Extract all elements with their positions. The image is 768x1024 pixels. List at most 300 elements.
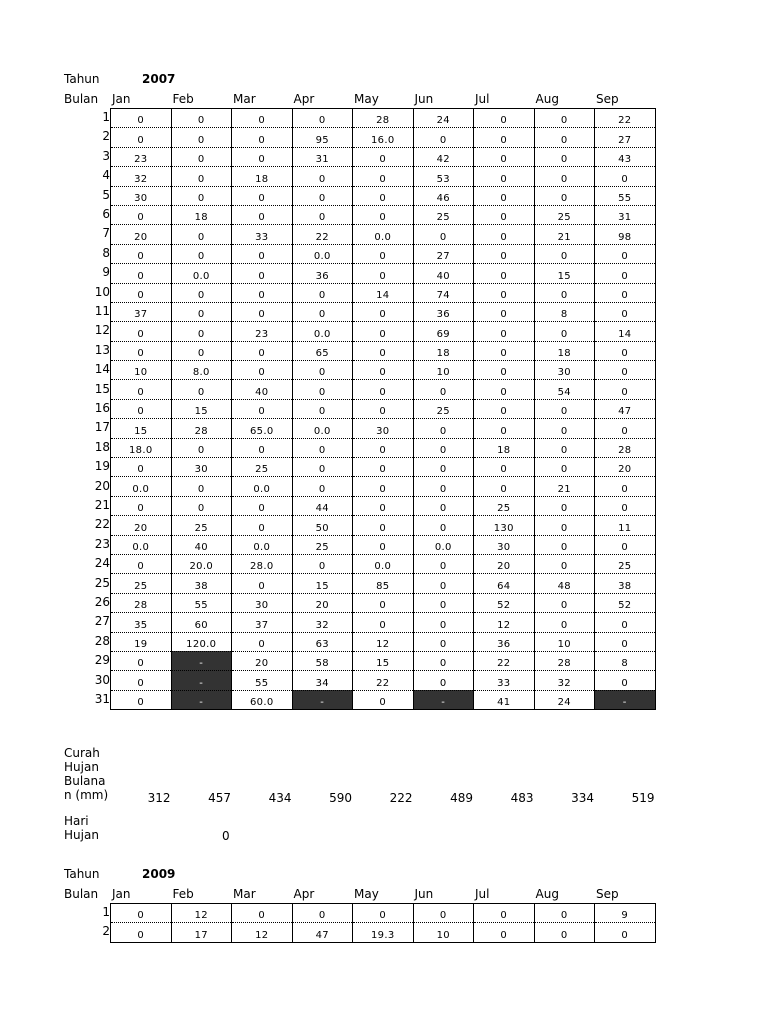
table-cell: 11 (595, 516, 656, 535)
rainfall-table-2007 (110, 108, 656, 710)
table-cell: 0 (534, 399, 595, 418)
table-row (111, 225, 656, 244)
table-cell: 0 (111, 244, 172, 263)
table-row (111, 147, 656, 166)
table-cell: 0 (595, 283, 656, 302)
table-cell: 37 (232, 613, 293, 632)
table-cell: 20 (111, 516, 172, 535)
table-cell: 0.0 (292, 244, 353, 263)
table-cell: 34 (292, 671, 353, 690)
day-number: 29 (94, 653, 110, 668)
table-cell: 0 (595, 613, 656, 632)
table-cell: 0 (413, 128, 474, 147)
table-cell: 14 (353, 283, 414, 302)
table-cell: 12 (474, 613, 535, 632)
table-cell: 40 (413, 264, 474, 283)
table-cell: 10 (413, 361, 474, 380)
table-cell: 0 (595, 496, 656, 515)
table-cell: 31 (292, 147, 353, 166)
table-cell: 0 (534, 186, 595, 205)
table-cell: 0 (232, 516, 293, 535)
table-cell: 0 (353, 341, 414, 360)
table-cell: 0 (292, 186, 353, 205)
table-cell: 0 (534, 516, 595, 535)
table-cell: 52 (474, 593, 535, 612)
table-cell: 0 (171, 167, 232, 186)
table-cell: 0 (232, 574, 293, 593)
table-cell: 21 (534, 225, 595, 244)
table-cell: 0 (353, 613, 414, 632)
month-header: Aug (535, 92, 559, 106)
table-cell: 30 (111, 186, 172, 205)
table-cell: 28.0 (232, 554, 293, 573)
day-number: 10 (94, 284, 110, 299)
month-header: Jul (475, 887, 490, 901)
table-cell: 0 (232, 302, 293, 321)
rainy-days-value: 0 (222, 829, 230, 843)
table-cell: 0 (171, 186, 232, 205)
table-cell: 24 (413, 109, 474, 128)
table-cell: 0 (111, 205, 172, 224)
table-cell: - (171, 651, 232, 670)
table-cell: 0 (474, 186, 535, 205)
monthly-total: 519 (631, 791, 655, 805)
table-cell: 0 (292, 361, 353, 380)
table-cell: 0 (595, 380, 656, 399)
table-cell: 0 (353, 516, 414, 535)
table-cell: 18.0 (111, 438, 172, 457)
day-number: 9 (102, 265, 110, 280)
table-cell: 32 (111, 167, 172, 186)
table-row (111, 516, 656, 535)
table-cell: 20 (232, 651, 293, 670)
table-cell: 0 (353, 399, 414, 418)
table-cell: 0 (353, 496, 414, 515)
day-number: 2 (102, 924, 110, 939)
table-cell: 0 (534, 283, 595, 302)
table-cell: 46 (413, 186, 474, 205)
month-header: Jun (414, 887, 434, 901)
table-cell: 0 (474, 167, 535, 186)
table-cell: 20 (292, 593, 353, 612)
table-cell: 0 (292, 554, 353, 573)
table-cell: 0 (232, 205, 293, 224)
table-cell: 0 (171, 341, 232, 360)
table-cell: 0 (232, 147, 293, 166)
table-cell: 0 (353, 322, 414, 341)
table-cell: 0.0 (353, 554, 414, 573)
day-number: 2 (102, 129, 110, 144)
table-cell: 0 (111, 109, 172, 128)
table-cell: 0 (534, 923, 595, 942)
month-header: Jan (112, 887, 131, 901)
table-cell: 120.0 (171, 632, 232, 651)
table-cell: 0 (474, 147, 535, 166)
table-cell: 0 (111, 283, 172, 302)
table-cell: 42 (413, 147, 474, 166)
table-cell: 0 (111, 904, 172, 923)
day-number: 20 (94, 478, 110, 493)
tahun-label-2: Tahun (64, 867, 100, 881)
table-cell: 17 (171, 923, 232, 942)
table-cell: 0 (232, 264, 293, 283)
day-number: 19 (94, 459, 110, 474)
table-cell: 0.0 (292, 322, 353, 341)
table-cell: 15 (111, 419, 172, 438)
table-cell: 0 (474, 264, 535, 283)
table-cell: 0 (595, 167, 656, 186)
table-cell: 0 (595, 419, 656, 438)
table-cell: 0.0 (353, 225, 414, 244)
table-cell: 15 (292, 574, 353, 593)
table-cell: 0 (292, 167, 353, 186)
table-cell: 0 (534, 438, 595, 457)
table-cell: 0 (171, 322, 232, 341)
table-cell: 0 (232, 283, 293, 302)
table-cell: 0 (474, 361, 535, 380)
table-cell: 25 (413, 399, 474, 418)
day-number: 27 (94, 614, 110, 629)
table-cell: 14 (595, 322, 656, 341)
month-header: Mar (233, 887, 256, 901)
table-cell: 28 (111, 593, 172, 612)
table-cell: 33 (474, 671, 535, 690)
table-cell: 20.0 (171, 554, 232, 573)
table-cell: 0 (171, 109, 232, 128)
table-cell: 0 (413, 613, 474, 632)
table-cell: 0 (534, 322, 595, 341)
table-cell: 53 (413, 167, 474, 186)
table-cell: 28 (534, 651, 595, 670)
table-cell: 0 (413, 651, 474, 670)
table-cell: 10 (413, 923, 474, 942)
table-cell: 0 (353, 535, 414, 554)
table-cell: 0 (353, 593, 414, 612)
table-cell: 0 (353, 264, 414, 283)
day-number: 26 (94, 595, 110, 609)
day-number: 16 (94, 401, 110, 415)
table-cell: 0 (413, 632, 474, 651)
table-cell: 37 (111, 302, 172, 321)
monthly-total: 334 (571, 791, 594, 805)
day-number: 8 (102, 245, 110, 260)
table-cell: 52 (595, 593, 656, 612)
day-number: 5 (102, 187, 110, 202)
table-cell: 0 (111, 264, 172, 283)
table-cell: 0 (232, 496, 293, 515)
table-cell: 60 (171, 613, 232, 632)
table-cell: 60.0 (232, 690, 293, 709)
table-cell: - (292, 690, 353, 709)
table-cell: 8 (534, 302, 595, 321)
table-cell: 32 (534, 671, 595, 690)
table-cell: 0 (353, 477, 414, 496)
table-cell: 0 (353, 205, 414, 224)
table-cell: 0 (353, 361, 414, 380)
table-cell: 0 (171, 380, 232, 399)
table-cell: 27 (595, 128, 656, 147)
table-cell: 28 (353, 109, 414, 128)
table-cell: 55 (171, 593, 232, 612)
table-cell: 15 (171, 399, 232, 418)
table-cell: 0 (413, 516, 474, 535)
table-cell: 12 (171, 904, 232, 923)
table-row (111, 283, 656, 302)
table-cell: 95 (292, 128, 353, 147)
table-row (111, 904, 656, 923)
table-cell: 0 (232, 438, 293, 457)
table-cell: 0 (595, 535, 656, 554)
table-cell: 0 (413, 438, 474, 457)
table-cell: 0 (474, 283, 535, 302)
month-header: May (354, 92, 379, 106)
table-cell: 0 (171, 147, 232, 166)
day-number: 14 (94, 362, 110, 377)
table-cell: 0 (413, 419, 474, 438)
table-row (111, 167, 656, 186)
month-header: Apr (293, 887, 315, 901)
table-cell: 30 (474, 535, 535, 554)
table-row (111, 264, 656, 283)
table-row (111, 380, 656, 399)
table-cell: 28 (595, 438, 656, 457)
day-number: 28 (94, 633, 110, 648)
table-cell: 0 (232, 361, 293, 380)
table-cell: 0 (353, 380, 414, 399)
table-cell: 0 (353, 167, 414, 186)
table-row (111, 341, 656, 360)
table-cell: 38 (171, 574, 232, 593)
year-value: 2007 (142, 72, 176, 86)
table-cell: 20 (595, 458, 656, 477)
month-header: May (354, 887, 379, 901)
table-cell: 0 (111, 690, 172, 709)
table-cell: 8 (595, 651, 656, 670)
table-cell: - (171, 671, 232, 690)
table-cell: 55 (232, 671, 293, 690)
table-cell: 0 (292, 477, 353, 496)
day-number: 3 (102, 148, 110, 163)
table-cell: 15 (534, 264, 595, 283)
table-cell: 0 (595, 671, 656, 690)
table-cell: 30 (353, 419, 414, 438)
table-cell: 0 (595, 341, 656, 360)
table-cell: 12 (232, 923, 293, 942)
day-number: 18 (94, 439, 110, 454)
table-cell: 0 (353, 147, 414, 166)
bulan-label-2: Bulan (64, 887, 99, 901)
monthly-total: 590 (329, 791, 352, 805)
table-cell: 0 (474, 904, 535, 923)
month-header: Jul (475, 92, 490, 106)
table-row (111, 574, 656, 593)
table-cell: 0 (474, 380, 535, 399)
table-cell: 22 (595, 109, 656, 128)
table-row (111, 186, 656, 205)
table-cell: 0 (232, 186, 293, 205)
month-header: Apr (293, 92, 315, 106)
table-cell: 0 (232, 632, 293, 651)
table-cell: 0 (171, 302, 232, 321)
table-cell: 22 (474, 651, 535, 670)
table-cell: 74 (413, 283, 474, 302)
day-number: 24 (94, 556, 110, 571)
table-cell: - (171, 690, 232, 709)
table-cell: 25 (474, 496, 535, 515)
table-cell: 10 (534, 632, 595, 651)
table-cell: 0 (413, 458, 474, 477)
table-row (111, 109, 656, 128)
table-cell: 0 (413, 380, 474, 399)
table-cell: 0 (292, 380, 353, 399)
table-cell: 24 (534, 690, 595, 709)
table-cell: 0 (353, 244, 414, 263)
table-cell: 0 (232, 904, 293, 923)
table-cell: 0 (474, 109, 535, 128)
table-cell: 30 (232, 593, 293, 612)
table-cell: 31 (595, 205, 656, 224)
day-number: 12 (94, 323, 110, 338)
table-cell: 0 (534, 147, 595, 166)
table-cell: 50 (292, 516, 353, 535)
table-cell: 25 (171, 516, 232, 535)
table-cell: 20 (111, 225, 172, 244)
table-cell: 0 (292, 109, 353, 128)
day-number: 21 (94, 498, 110, 512)
table-row (111, 690, 656, 709)
table-cell: 0 (595, 361, 656, 380)
table-row (111, 244, 656, 263)
table-cell: 65.0 (232, 419, 293, 438)
table-row (111, 496, 656, 515)
table-cell: 0.0 (111, 535, 172, 554)
table-cell: 0 (474, 322, 535, 341)
table-row (111, 458, 656, 477)
table-cell: 28 (171, 419, 232, 438)
monthly-total: 457 (208, 791, 231, 805)
table-cell: 18 (232, 167, 293, 186)
table-cell: 0.0 (292, 419, 353, 438)
table-cell: 69 (413, 322, 474, 341)
monthly-total: 434 (268, 791, 292, 805)
table-cell: 0 (111, 399, 172, 418)
table-cell: 36 (292, 264, 353, 283)
table-cell: 35 (111, 613, 172, 632)
table-cell: 0 (474, 399, 535, 418)
table-cell: 85 (353, 574, 414, 593)
day-number: 31 (94, 692, 110, 706)
monthly-total: 483 (510, 791, 534, 805)
monthly-total: 312 (147, 791, 171, 805)
day-number: 13 (94, 342, 110, 357)
table-row (111, 438, 656, 457)
table-cell: 0 (534, 496, 595, 515)
table-cell: 40 (171, 535, 232, 554)
month-header: Feb (172, 92, 194, 106)
table-cell: 0 (413, 904, 474, 923)
day-number: 6 (102, 207, 110, 221)
table-cell: 0 (534, 419, 595, 438)
table-cell: 0 (534, 535, 595, 554)
table-cell: 0 (595, 302, 656, 321)
table-cell: 0 (111, 671, 172, 690)
table-cell: 25 (232, 458, 293, 477)
table-cell: 63 (292, 632, 353, 651)
table-cell: 41 (474, 690, 535, 709)
table-cell: 0 (413, 671, 474, 690)
table-cell: 47 (292, 923, 353, 942)
table-cell: 0 (232, 244, 293, 263)
table-cell: 48 (534, 574, 595, 593)
table-cell: 0 (171, 225, 232, 244)
table-cell: 0 (292, 205, 353, 224)
table-cell: 25 (111, 574, 172, 593)
table-cell: 40 (232, 380, 293, 399)
table-cell: - (413, 690, 474, 709)
table-cell: 0 (292, 399, 353, 418)
table-cell: 0 (353, 904, 414, 923)
table-cell: 0.0 (232, 535, 293, 554)
table-cell: 0 (111, 923, 172, 942)
month-header: Jan (112, 92, 131, 106)
table-cell: 0 (171, 244, 232, 263)
table-cell: 0 (171, 283, 232, 302)
table-cell: 0 (232, 341, 293, 360)
day-number: 23 (94, 536, 110, 551)
bulan-label: Bulan (64, 92, 99, 106)
table-cell: 18 (171, 205, 232, 224)
table-cell: 18 (474, 438, 535, 457)
table-cell: 0 (595, 264, 656, 283)
table-row (111, 302, 656, 321)
table-cell: 25 (292, 535, 353, 554)
day-number: 4 (102, 168, 110, 183)
table-cell: 0 (292, 283, 353, 302)
table-cell: 25 (534, 205, 595, 224)
table-cell: 0 (474, 341, 535, 360)
table-cell: 0 (413, 574, 474, 593)
table-cell: 0 (474, 244, 535, 263)
table-cell: 0 (171, 438, 232, 457)
table-cell: 0.0 (413, 535, 474, 554)
table-cell: 25 (413, 205, 474, 224)
monthly-total: 222 (389, 791, 413, 805)
table-cell: 23 (111, 147, 172, 166)
table-cell: 16.0 (353, 128, 414, 147)
day-number: 1 (102, 905, 110, 919)
table-cell: 0 (171, 477, 232, 496)
table-cell: 20 (474, 554, 535, 573)
table-cell: - (595, 690, 656, 709)
table-cell: 0 (474, 128, 535, 147)
table-cell: 0 (111, 128, 172, 147)
day-number: 7 (102, 226, 110, 241)
table-cell: 38 (595, 574, 656, 593)
table-row (111, 477, 656, 496)
table-cell: 0.0 (111, 477, 172, 496)
table-cell: 0 (474, 923, 535, 942)
table-cell: 0 (474, 458, 535, 477)
table-row (111, 671, 656, 690)
table-cell: 0 (413, 477, 474, 496)
table-cell: 33 (232, 225, 293, 244)
table-cell: 0 (534, 128, 595, 147)
table-cell: 18 (534, 341, 595, 360)
table-cell: 22 (292, 225, 353, 244)
table-row (111, 128, 656, 147)
table-cell: 0 (111, 458, 172, 477)
table-cell: 0 (534, 109, 595, 128)
